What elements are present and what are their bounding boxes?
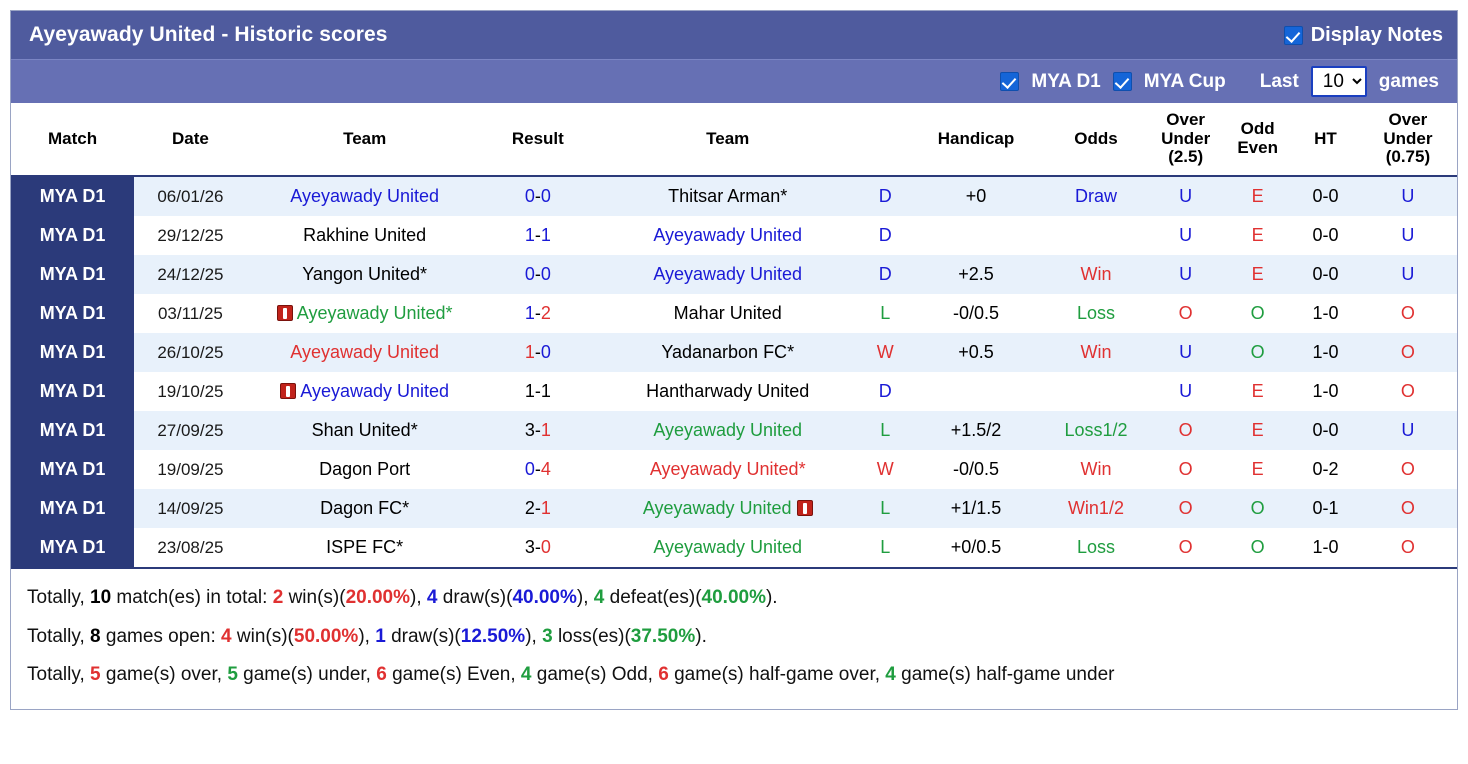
cell-odd-even: O [1223, 333, 1292, 372]
table-row[interactable] [11, 176, 1457, 216]
cell-over-under-075: U [1359, 176, 1457, 216]
team-away-name[interactable]: Ayeyawady United [653, 264, 803, 285]
games-count-select-wrap[interactable] [1311, 66, 1367, 97]
col-header-team-home[interactable]: Team [247, 103, 483, 176]
score-sep: - [534, 420, 541, 441]
text: match(es) in total: [111, 587, 273, 609]
cell-result[interactable] [483, 450, 594, 489]
cell-team-away[interactable] [593, 255, 862, 294]
text: game(s) Odd, [531, 664, 659, 686]
team-home-name[interactable]: ISPE FC [326, 537, 397, 558]
text: draw(s)( [437, 587, 513, 609]
cell-league: MYA D1 [11, 372, 134, 411]
score-sep: - [534, 186, 541, 207]
cell-team-away[interactable] [593, 450, 862, 489]
cell-date: 27/09/25 [134, 411, 247, 450]
cell-date: 24/12/25 [134, 255, 247, 294]
cell-ht: 1-0 [1292, 528, 1359, 567]
table-row[interactable] [11, 528, 1457, 567]
cell-result[interactable] [483, 411, 594, 450]
cell-odds: Draw [1044, 176, 1148, 216]
cell-team-home[interactable] [247, 411, 483, 450]
col-header-handicap[interactable]: Handicap [908, 103, 1044, 176]
table-row[interactable] [11, 450, 1457, 489]
cell-over-under-25: U [1148, 372, 1223, 411]
total-matches: 10 [90, 587, 112, 609]
team-away-name[interactable]: Ayeyawady United [653, 537, 803, 558]
cell-odd-even: E [1223, 450, 1292, 489]
cell-team-away[interactable] [593, 333, 862, 372]
cell-over-under-25: U [1148, 176, 1223, 216]
table-row[interactable] [11, 411, 1457, 450]
score-sep: - [534, 459, 541, 480]
under-count: 5 [227, 664, 238, 686]
display-notes-label: Display Notes [1310, 23, 1443, 46]
score-away: 0 [540, 342, 551, 363]
col-header-ht[interactable]: HT [1292, 103, 1359, 176]
text: Totally, [27, 625, 91, 647]
cell-odds: Win [1044, 255, 1148, 294]
cell-handicap: +0/0.5 [908, 528, 1044, 567]
col-header-ou075-line1: Over [1388, 110, 1428, 129]
cell-team-home[interactable] [247, 216, 483, 255]
score-sep: - [534, 342, 541, 363]
cell-handicap: +1/1.5 [908, 489, 1044, 528]
open-draws-pct: 12.50% [460, 625, 526, 647]
cell-date: 06/01/26 [134, 176, 247, 216]
cell-odd-even: E [1223, 176, 1292, 216]
cell-odd-even: O [1223, 294, 1292, 333]
cell-team-home[interactable] [247, 294, 483, 333]
cell-over-under-075: U [1359, 216, 1457, 255]
text: games open: [100, 625, 222, 647]
text: win(s)( [231, 625, 294, 647]
cell-over-under-25: O [1148, 411, 1223, 450]
col-header-ou25-line1: Over [1166, 110, 1206, 129]
cell-league: MYA D1 [11, 294, 134, 333]
cell-odds: Loss1/2 [1044, 411, 1148, 450]
cell-ht: 0-2 [1292, 450, 1359, 489]
cell-result[interactable] [483, 176, 594, 216]
cell-odd-even: O [1223, 528, 1292, 567]
cell-handicap [908, 216, 1044, 255]
col-header-ou25-line3: (2.5) [1168, 147, 1204, 167]
panel-title-bar [11, 11, 1457, 59]
note-asterisk: * [798, 459, 806, 480]
team-away-name[interactable]: Hantharwady United [646, 381, 810, 402]
table-row[interactable] [11, 489, 1457, 528]
even-count: 6 [376, 664, 387, 686]
cell-date: 14/09/25 [134, 489, 247, 528]
score-sep: - [534, 225, 541, 246]
cell-team-away[interactable] [593, 216, 862, 255]
cell-date: 29/12/25 [134, 216, 247, 255]
col-header-odds[interactable]: Odds [1044, 103, 1148, 176]
col-header-ou075-line2: Under [1383, 128, 1433, 148]
score-home: 0 [524, 186, 535, 207]
col-header-oe-line1: Odd [1240, 119, 1275, 139]
cell-result[interactable] [483, 372, 594, 411]
cell-odds: Win [1044, 333, 1148, 372]
table-row[interactable] [11, 372, 1457, 411]
table-row[interactable] [11, 216, 1457, 255]
team-home-name[interactable]: Yangon United [302, 264, 421, 285]
text: ), [410, 587, 427, 609]
draws-pct: 40.00% [512, 587, 577, 609]
score-away: 4 [540, 459, 551, 480]
cell-result[interactable] [483, 216, 594, 255]
score-sep: - [534, 303, 541, 324]
cell-wdl: D [862, 216, 908, 255]
cell-result[interactable] [483, 528, 594, 567]
cell-wdl: L [862, 489, 908, 528]
col-header-match[interactable]: Match [11, 103, 134, 176]
team-home-name[interactable]: Dagon FC [320, 498, 403, 519]
league-mya-cup-label: MYA Cup [1143, 70, 1226, 92]
cell-odds: Loss [1044, 528, 1148, 567]
cell-team-away[interactable] [593, 411, 862, 450]
team-home-name[interactable]: Shan United [311, 420, 411, 441]
text: game(s) over, [100, 664, 228, 686]
team-home-name[interactable]: Ayeyawady United [300, 381, 450, 402]
games-count-select[interactable] [1313, 68, 1365, 95]
open-draws-count: 1 [375, 625, 386, 647]
cell-team-away[interactable] [593, 528, 862, 567]
note-asterisk: * [402, 498, 410, 519]
cell-date: 23/08/25 [134, 528, 247, 567]
note-asterisk: * [780, 186, 788, 207]
text: ), [358, 625, 376, 647]
cell-result[interactable] [483, 333, 594, 372]
text: ). [765, 587, 778, 609]
text: Totally, [27, 587, 91, 609]
cell-date: 19/10/25 [134, 372, 247, 411]
wins-count: 2 [272, 587, 284, 609]
last-games-label: Last [1259, 70, 1299, 92]
cell-handicap: +0 [908, 176, 1044, 216]
note-asterisk: * [420, 264, 428, 285]
cell-team-home[interactable] [247, 489, 483, 528]
team-away-name[interactable]: Ayeyawady United [649, 459, 799, 480]
team-away-name[interactable]: Thitsar Arman [668, 186, 781, 207]
cell-team-away[interactable] [593, 294, 862, 333]
col-header-wdl [862, 103, 908, 176]
table-row[interactable] [11, 333, 1457, 372]
cell-handicap: +0.5 [908, 333, 1044, 372]
cell-league: MYA D1 [11, 450, 134, 489]
half-over-count: 6 [658, 664, 669, 686]
cell-league: MYA D1 [11, 216, 134, 255]
text: game(s) half-game over, [668, 664, 886, 686]
text: ). [695, 625, 707, 647]
cell-ht: 0-0 [1292, 411, 1359, 450]
score-home: 2 [524, 498, 535, 519]
open-losses-count: 3 [542, 625, 553, 647]
score-away: 1 [540, 225, 551, 246]
note-asterisk: * [410, 420, 418, 441]
score-home: 1 [524, 303, 535, 324]
score-away: 0 [540, 186, 551, 207]
cell-over-under-25: U [1148, 216, 1223, 255]
league-mya-d1-label: MYA D1 [1031, 70, 1101, 92]
cell-odd-even: E [1223, 372, 1292, 411]
text: game(s) under, [237, 664, 377, 686]
score-home: 1 [524, 225, 535, 246]
summary-line-open [25, 618, 1443, 657]
note-asterisk: * [396, 537, 404, 558]
text: ), [525, 625, 543, 647]
score-away: 1 [540, 381, 551, 402]
wins-pct: 20.00% [345, 587, 411, 609]
historic-scores-table [11, 103, 1457, 567]
cell-over-under-25: O [1148, 528, 1223, 567]
cell-over-under-075: O [1359, 372, 1457, 411]
league-mya-cup-checkbox[interactable] [1113, 72, 1132, 91]
score-home: 0 [524, 459, 535, 480]
score-home: 0 [524, 264, 535, 285]
cell-ht: 0-0 [1292, 255, 1359, 294]
cell-odd-even: E [1223, 216, 1292, 255]
score-home: 3 [524, 420, 535, 441]
cell-team-home[interactable] [247, 528, 483, 567]
team-home-name[interactable]: Ayeyawady United [290, 186, 440, 207]
score-sep: - [534, 264, 541, 285]
historic-scores-panel [10, 10, 1458, 710]
team-home-name[interactable]: Rakhine United [303, 225, 427, 246]
summary-line-overunder [25, 656, 1443, 695]
summary-line-total [25, 579, 1443, 618]
cell-league: MYA D1 [11, 255, 134, 294]
team-home-name[interactable]: Dagon Port [319, 459, 411, 480]
team-home-name[interactable]: Ayeyawady United [296, 303, 446, 324]
cell-ht: 1-0 [1292, 294, 1359, 333]
cell-odds [1044, 372, 1148, 411]
cell-over-under-25: O [1148, 450, 1223, 489]
cell-league: MYA D1 [11, 333, 134, 372]
cell-odds: Win1/2 [1044, 489, 1148, 528]
col-header-ou25-line2: Under [1161, 128, 1211, 148]
cell-handicap [908, 372, 1044, 411]
defeats-count: 4 [593, 587, 605, 609]
cell-over-under-25: U [1148, 255, 1223, 294]
text: Totally, [27, 664, 91, 686]
red-card-icon [277, 305, 293, 321]
cell-over-under-075: O [1359, 294, 1457, 333]
table-body [11, 176, 1457, 567]
score-home: 3 [524, 537, 535, 558]
text: game(s) Even, [386, 664, 521, 686]
cell-wdl: D [862, 372, 908, 411]
cell-ht: 0-0 [1292, 176, 1359, 216]
cell-wdl: D [862, 176, 908, 216]
table-row[interactable] [11, 255, 1457, 294]
odd-count: 4 [520, 664, 532, 686]
display-notes-group[interactable] [1284, 24, 1443, 47]
cell-odds: Loss [1044, 294, 1148, 333]
cell-team-away[interactable] [593, 372, 862, 411]
cell-odd-even: O [1223, 489, 1292, 528]
team-away-name[interactable]: Ayeyawady United [653, 420, 803, 441]
cell-team-home[interactable] [247, 176, 483, 216]
score-away: 2 [540, 303, 551, 324]
cell-result[interactable] [483, 255, 594, 294]
cell-odds: Win [1044, 450, 1148, 489]
col-header-result[interactable]: Result [483, 103, 594, 176]
note-asterisk: * [445, 303, 453, 324]
team-away-name[interactable]: Mahar United [673, 303, 782, 324]
cell-wdl: W [862, 450, 908, 489]
cell-handicap: +1.5/2 [908, 411, 1044, 450]
score-sep: - [534, 498, 541, 519]
table-head [11, 103, 1457, 176]
over-count: 5 [90, 664, 101, 686]
table-header-row [11, 103, 1457, 176]
cell-wdl: L [862, 528, 908, 567]
cell-ht: 1-0 [1292, 333, 1359, 372]
text: defeat(es)( [604, 587, 702, 609]
score-home: 1 [524, 381, 535, 402]
cell-team-away[interactable] [593, 176, 862, 216]
cell-over-under-075: O [1359, 489, 1457, 528]
cell-over-under-075: O [1359, 450, 1457, 489]
cell-over-under-075: O [1359, 333, 1457, 372]
score-sep: - [534, 381, 541, 402]
col-header-ou075-line3: (0.75) [1385, 147, 1431, 167]
page-title: Ayeyawady United - Historic scores [29, 23, 388, 46]
cell-league: MYA D1 [11, 528, 134, 567]
team-home-name[interactable]: Ayeyawady United [290, 342, 440, 363]
score-away: 0 [540, 264, 551, 285]
score-sep: - [534, 537, 541, 558]
team-away-name[interactable]: Yadanarbon FC [661, 342, 788, 363]
open-wins-count: 4 [221, 625, 232, 647]
cell-handicap: -0/0.5 [908, 450, 1044, 489]
cell-odd-even: E [1223, 411, 1292, 450]
col-header-odd-even[interactable] [1223, 103, 1292, 176]
text: loss(es)( [552, 625, 631, 647]
summary-footer [11, 567, 1457, 709]
col-header-over-under-25[interactable] [1148, 103, 1223, 176]
cell-ht: 1-0 [1292, 372, 1359, 411]
cell-team-home[interactable] [247, 255, 483, 294]
display-notes-checkbox[interactable] [1284, 26, 1303, 45]
filter-bar [11, 59, 1457, 103]
col-header-team-away[interactable]: Team [593, 103, 862, 176]
col-header-oe-line2: Even [1237, 138, 1278, 158]
score-away: 0 [540, 537, 551, 558]
team-away-name[interactable]: Ayeyawady United [653, 225, 803, 246]
red-card-icon [280, 383, 296, 399]
cell-league: MYA D1 [11, 176, 134, 216]
open-wins-pct: 50.00% [293, 625, 359, 647]
cell-result[interactable] [483, 489, 594, 528]
half-under-count: 4 [885, 664, 896, 686]
text: game(s) half-game under [895, 664, 1115, 686]
open-losses-pct: 37.50% [630, 625, 696, 647]
cell-over-under-25: U [1148, 333, 1223, 372]
col-header-date[interactable]: Date [134, 103, 247, 176]
cell-league: MYA D1 [11, 489, 134, 528]
cell-wdl: W [862, 333, 908, 372]
cell-wdl: L [862, 411, 908, 450]
score-away: 1 [540, 498, 551, 519]
games-word-label: games [1378, 70, 1439, 92]
cell-odd-even: E [1223, 255, 1292, 294]
cell-date: 03/11/25 [134, 294, 247, 333]
text: ), [576, 587, 594, 609]
col-header-over-under-075[interactable] [1359, 103, 1457, 176]
cell-over-under-25: O [1148, 294, 1223, 333]
team-away-name[interactable]: Ayeyawady United [642, 498, 792, 519]
cell-over-under-075: U [1359, 411, 1457, 450]
red-card-icon [797, 500, 813, 516]
cell-date: 19/09/25 [134, 450, 247, 489]
cell-handicap: -0/0.5 [908, 294, 1044, 333]
cell-wdl: L [862, 294, 908, 333]
text: draw(s)( [385, 625, 461, 647]
draws-count: 4 [426, 587, 438, 609]
cell-team-home[interactable] [247, 372, 483, 411]
cell-team-away[interactable] [593, 489, 862, 528]
cell-wdl: D [862, 255, 908, 294]
cell-over-under-075: U [1359, 255, 1457, 294]
cell-handicap: +2.5 [908, 255, 1044, 294]
cell-team-home[interactable] [247, 333, 483, 372]
score-home: 1 [524, 342, 535, 363]
cell-league: MYA D1 [11, 411, 134, 450]
cell-over-under-075: O [1359, 528, 1457, 567]
cell-result[interactable] [483, 294, 594, 333]
cell-odds [1044, 216, 1148, 255]
league-mya-d1-checkbox[interactable] [1000, 72, 1019, 91]
cell-ht: 0-0 [1292, 216, 1359, 255]
table-row[interactable] [11, 294, 1457, 333]
text: win(s)( [283, 587, 346, 609]
cell-over-under-25: O [1148, 489, 1223, 528]
defeats-pct: 40.00% [701, 587, 766, 609]
cell-ht: 0-1 [1292, 489, 1359, 528]
score-away: 1 [540, 420, 551, 441]
cell-team-home[interactable] [247, 450, 483, 489]
note-asterisk: * [787, 342, 795, 363]
cell-date: 26/10/25 [134, 333, 247, 372]
open-games: 8 [90, 625, 101, 647]
